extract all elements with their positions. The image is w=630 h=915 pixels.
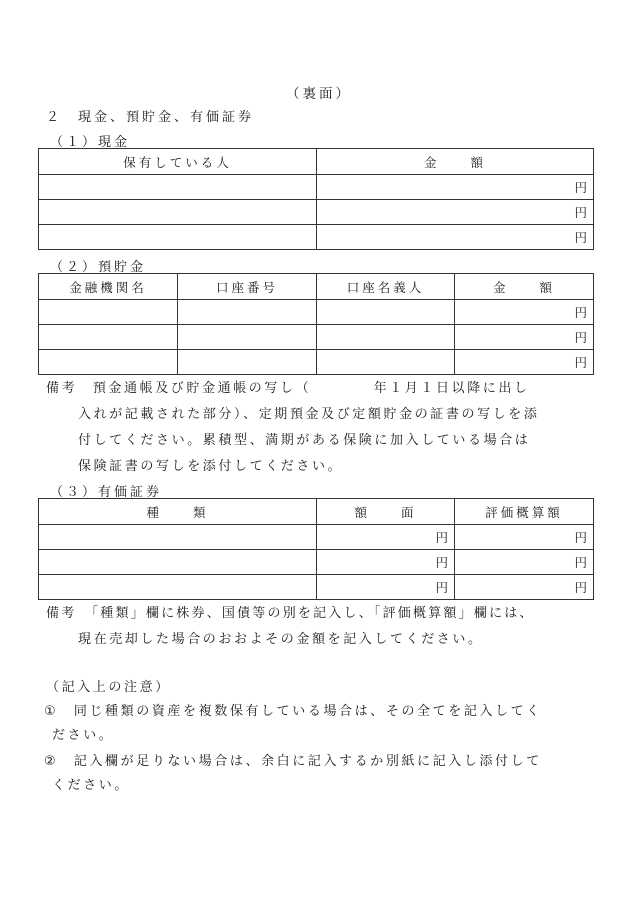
table-row [39, 225, 594, 250]
security-estimated-value-cell[interactable]: 円 [455, 550, 594, 575]
deposit-account-number-cell[interactable] [178, 325, 317, 350]
deposits-heading: （２）預貯金 [50, 260, 147, 275]
deposit-amount-cell[interactable]: 円 [455, 350, 594, 375]
deposits-table [38, 273, 594, 375]
table-row [39, 350, 594, 375]
security-face-value-cell[interactable]: 円 [317, 575, 455, 600]
security-estimated-value-cell[interactable]: 円 [455, 575, 594, 600]
deposits-remark-line: 備考 預金通帳及び貯金通帳の写し（ 年１月１日以降に出し [46, 381, 530, 396]
deposit-account-holder-cell[interactable] [317, 325, 455, 350]
cash-amount-cell[interactable]: 円 [317, 175, 594, 200]
table-row [39, 325, 594, 350]
table-row [39, 300, 594, 325]
table-row [39, 575, 594, 600]
deposit-amount-cell[interactable]: 円 [455, 325, 594, 350]
security-type-cell[interactable] [39, 525, 317, 550]
security-face-value-cell[interactable]: 円 [317, 525, 455, 550]
note-item-1-continued: ださい。 [52, 728, 115, 743]
deposit-bank-cell[interactable] [39, 300, 178, 325]
securities-table [38, 498, 594, 600]
security-estimated-value-cell[interactable]: 円 [455, 525, 594, 550]
deposit-bank-cell[interactable] [39, 325, 178, 350]
security-face-value-cell[interactable]: 円 [317, 550, 455, 575]
table-row [39, 525, 594, 550]
deposits-remark-line: 保険証書の写しを添付してください。 [78, 459, 344, 474]
cash-amount-cell[interactable]: 円 [317, 225, 594, 250]
cash-heading: （１）現金 [50, 135, 131, 150]
deposit-amount-cell[interactable]: 円 [455, 300, 594, 325]
table-row [39, 200, 594, 225]
notes-heading: （記入上の注意） [46, 680, 171, 695]
deposit-account-number-cell[interactable] [178, 300, 317, 325]
cash-holder-cell[interactable] [39, 200, 317, 225]
deposits-col-account-holder: 口座名義人 [317, 274, 455, 300]
cash-header-row [39, 149, 594, 175]
securities-col-type: 種 類 [39, 499, 317, 525]
deposits-remark-line: 付してください。累積型、満期がある保険に加入している場合は [78, 433, 531, 448]
securities-col-estimated-value: 評価概算額 [455, 499, 594, 525]
cash-col-holder: 保有している人 [39, 149, 317, 175]
deposits-col-account-number: 口座番号 [178, 274, 317, 300]
deposits-col-bank: 金融機関名 [39, 274, 178, 300]
table-row [39, 550, 594, 575]
cash-table [38, 148, 594, 250]
deposits-remark-line: 入れが記載された部分）、定期預金及び定額貯金の証書の写しを添 [78, 407, 540, 422]
cash-holder-cell[interactable] [39, 175, 317, 200]
deposit-account-number-cell[interactable] [178, 350, 317, 375]
deposit-account-holder-cell[interactable] [317, 350, 455, 375]
securities-header-row [39, 499, 594, 525]
note-item-2: ② 記入欄が足りない場合は、余白に記入するか別紙に記入し添付して [44, 754, 542, 769]
section-heading: ２ 現金、預貯金、有価証券 [46, 110, 255, 125]
securities-col-face-value: 額 面 [317, 499, 455, 525]
table-row [39, 175, 594, 200]
securities-remark-line: 備考 「種類」欄に株券、国債等の別を記入し、「評価概算額」欄には、 [46, 606, 535, 621]
security-type-cell[interactable] [39, 575, 317, 600]
deposits-header-row [39, 274, 594, 300]
securities-remark-line: 現在売却した場合のおおよその金額を記入してください。 [78, 632, 484, 647]
page-title: （裏面） [286, 86, 352, 102]
security-type-cell[interactable] [39, 550, 317, 575]
cash-holder-cell[interactable] [39, 225, 317, 250]
securities-heading: （３）有価証券 [50, 485, 163, 500]
deposit-account-holder-cell[interactable] [317, 300, 455, 325]
cash-amount-cell[interactable]: 円 [317, 200, 594, 225]
cash-col-amount: 金 額 [317, 149, 594, 175]
note-item-2-continued: ください。 [52, 778, 131, 793]
deposit-bank-cell[interactable] [39, 350, 178, 375]
deposits-col-amount: 金 額 [455, 274, 594, 300]
note-item-1: ① 同じ種類の資産を複数保有している場合は、その全てを記入してく [44, 704, 542, 719]
